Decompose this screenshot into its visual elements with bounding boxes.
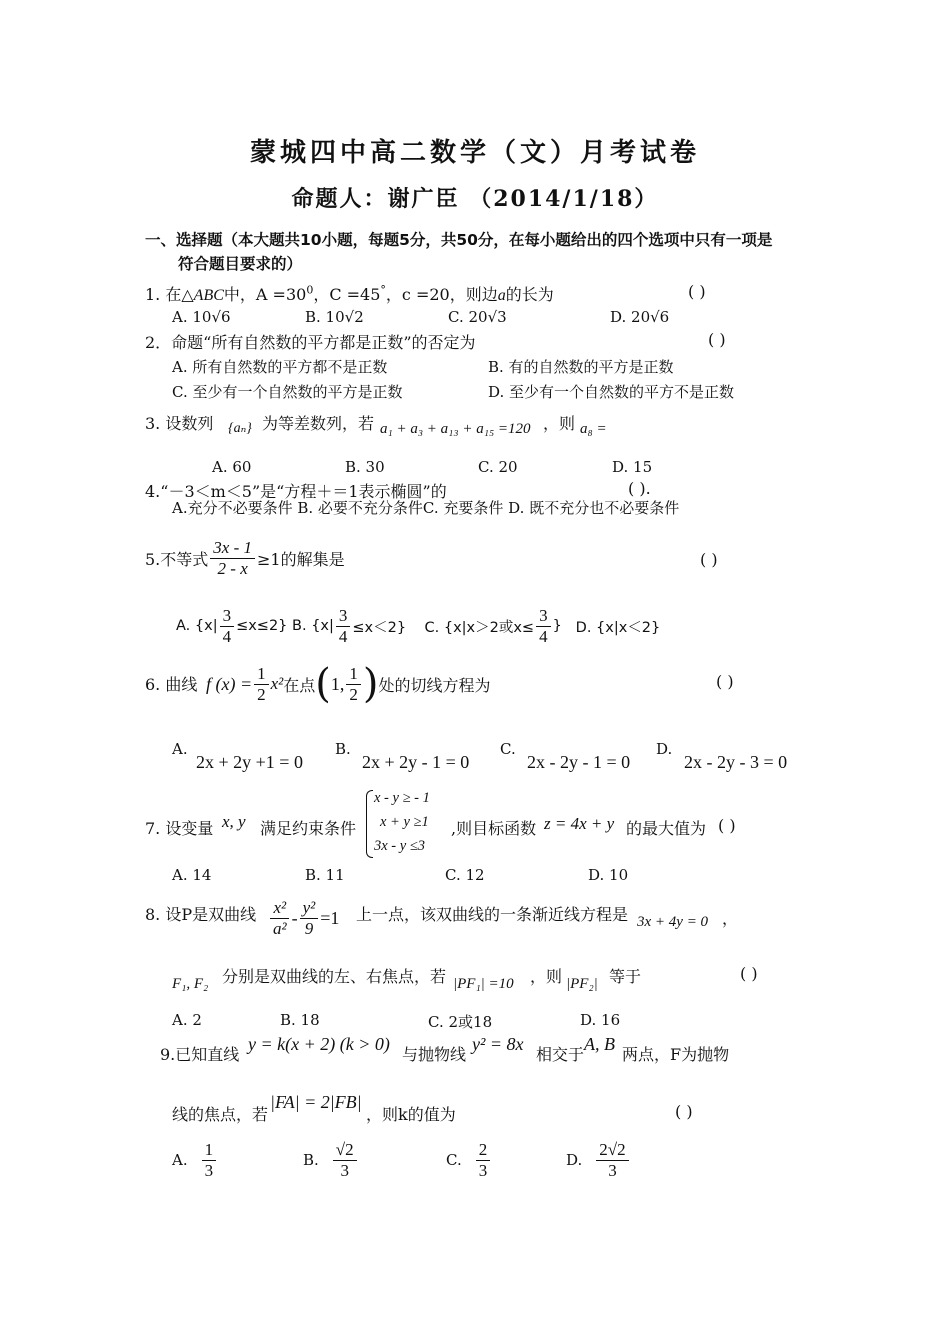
q7-objective: z = 4x + y xyxy=(544,814,615,833)
q8-equals: 等于 xyxy=(609,967,642,986)
q3-a8: a₈ = xyxy=(580,421,607,437)
answer-paren-7: ( ) xyxy=(718,816,736,835)
question-6: 6. 曲线 xyxy=(145,675,198,694)
q6-option-c-label: C. xyxy=(500,740,516,758)
q3-then: ，则 xyxy=(543,414,576,433)
q6-option-d-label: D. xyxy=(656,740,673,758)
question-4: 4.“－3＜m＜5”是“方程＋＝1表示椭圆”的 xyxy=(145,482,447,501)
q5-options: A. {x| $\frac{3}{4}$ ≤x≤2} B. {x| $\frac{3}{4}$ ≤x＜2} C. {x|x＞2或x≤ $\frac{3}{4}$ } D. {x|x＜2} xyxy=(176,606,661,646)
q8-pf1: |PF₁| =10 xyxy=(453,976,514,992)
q6-option-b: 2x + 2y - 1 = 0 xyxy=(362,752,470,772)
question-8: 8. 设P是双曲线 xyxy=(145,905,257,924)
q6-option-b-label: B. xyxy=(335,740,351,758)
q3-option-d: D. 15 xyxy=(612,458,653,476)
q9-text-3: 两点，F为抛物 xyxy=(622,1045,730,1064)
q9-ask: ，则k的值为 xyxy=(366,1105,456,1124)
q2-option-c: C. 至少有一个自然数的平方是正数 xyxy=(172,383,403,401)
q6-option-d: 2x - 2y - 3 = 0 xyxy=(684,752,788,772)
q7-text: 满足约束条件 xyxy=(260,819,357,838)
q8-option-b: B. 18 xyxy=(280,1011,320,1029)
q2-option-b: B. 有的自然数的平方是正数 xyxy=(488,358,674,376)
q1-option-c: C. 20√3 xyxy=(448,308,507,326)
q9-option-c: C. $\frac{2}{3}$ xyxy=(446,1140,492,1180)
q8-text-2: 分别是双曲线的左、右焦点，若 xyxy=(222,967,447,986)
q7-option-a: A. 14 xyxy=(172,866,212,884)
q7-option-b: B. 11 xyxy=(305,866,345,884)
q6-option-a: 2x + 2y +1 = 0 xyxy=(196,752,303,772)
answer-paren-1: ( ) xyxy=(688,282,706,301)
q7-objective-text: ,则目标函数 xyxy=(451,819,537,838)
q7-vars: x, y xyxy=(222,812,246,831)
q9-line-2: 线的焦点，若 xyxy=(172,1105,269,1124)
q8-pf2: |PF₂| xyxy=(566,976,598,992)
q1-option-d: D. 20√6 xyxy=(610,308,670,326)
q1-option-b: B. 10√2 xyxy=(305,308,364,326)
answer-paren-8: ( ) xyxy=(740,964,758,983)
q8-comma: ， xyxy=(722,909,739,928)
q8-text: 上一点，该双曲线的一条渐近线方程是 xyxy=(356,905,629,924)
q7-option-d: D. 10 xyxy=(588,866,629,884)
q7-constraint-2: x + y ≥1 xyxy=(380,814,429,830)
constraint-brace xyxy=(366,790,373,858)
q7-option-c: C. 12 xyxy=(445,866,485,884)
q3-option-b: B. 30 xyxy=(345,458,385,476)
q8-hyperbola: $\frac{\text{x²}}{\text{a²}}$ - $\frac{\text{y²}}{9}$ =1 xyxy=(268,898,339,938)
q8-then: ，则 xyxy=(530,967,563,986)
q5-fraction: $\frac{3x - 1}{2 - x}$ xyxy=(210,538,255,578)
q2-option-d: D. 至少有一个自然数的平方不是正数 xyxy=(488,383,735,401)
q8-option-d: D. 16 xyxy=(580,1011,621,1029)
q3-text: 为等差数列，若 xyxy=(262,414,375,433)
question-1: 1. 在△ABC中，$A =30^0$，C =45°，c =20，则边a的长为 xyxy=(145,283,554,304)
q9-parabola: y² = 8x xyxy=(472,1034,524,1054)
q7-ask: 的最大值为 xyxy=(626,819,707,838)
q9-option-d: D. $\frac{2√2}{3}$ xyxy=(566,1140,631,1180)
answer-paren-5: ( ) xyxy=(700,550,718,569)
q4-options: A.充分不必要条件 B. 必要不充分条件C. 充要条件 D. 既不充分也不必要条件 xyxy=(172,499,680,517)
section-heading: 一、选择题（本大题共10小题，每题5分，共50分，在每小题给出的四个选项中只有一项是 xyxy=(145,231,773,249)
q9-option-b: B. $\frac{√2}{3}$ xyxy=(303,1140,359,1180)
q6-option-a-label: A. xyxy=(172,740,188,758)
q3-option-c: C. 20 xyxy=(478,458,518,476)
question-2: 2．命题“所有自然数的平方都是正数”的否定为 xyxy=(145,333,476,352)
q8-option-c: C. 2或18 xyxy=(428,1013,493,1031)
question-5: 5.不等式 $\frac{3x - 1}{2 - x}$ ≥1的解集是 xyxy=(145,538,345,578)
q9-condition: |FA| = 2|FB| xyxy=(270,1092,362,1112)
q9-text: 与抛物线 xyxy=(402,1045,467,1064)
q9-points: A, B xyxy=(584,1034,615,1054)
question-7: 7. 设变量 xyxy=(145,819,214,838)
q3-option-a: A. 60 xyxy=(212,458,252,476)
answer-paren-9: ( ) xyxy=(675,1102,693,1121)
page-title: 蒙城四中高二数学（文）月考试卷 xyxy=(249,138,700,168)
section-heading-cont: 符合题目要求的） xyxy=(178,255,303,273)
q9-text-2: 相交于 xyxy=(536,1045,585,1064)
author-line: 命题人：谢广臣 （2014/1/18） xyxy=(291,186,659,212)
q3-equation: a₁ + a₃ + a₁₃ + a₁₅ =120 xyxy=(380,421,531,437)
q6-function: f (x) = $\frac{1}{2}$ x² 在点 ( 1, $\frac{1}{2}$ ) 处的切线方程为 xyxy=(206,661,491,708)
q2-option-a: A. 所有自然数的平方都不是正数 xyxy=(172,358,388,376)
answer-paren-6: ( ) xyxy=(716,672,734,691)
q1-option-a: A. 10√6 xyxy=(172,308,231,326)
q7-constraint-1: x - y ≥ - 1 xyxy=(374,790,430,806)
q8-foci: F₁, F₂ xyxy=(172,976,209,992)
question-9: 9.已知直线 xyxy=(160,1045,240,1064)
q9-line: y = k(x + 2) (k > 0) xyxy=(248,1034,390,1054)
question-3: 3. 设数列 xyxy=(145,414,214,433)
q8-option-a: A. 2 xyxy=(172,1011,202,1029)
answer-paren-4: ( ). xyxy=(628,479,651,498)
answer-paren-2: ( ) xyxy=(708,330,726,349)
q9-option-a: A. $\frac{1}{3}$ xyxy=(172,1140,218,1180)
q7-constraint-3: 3x - y ≤3 xyxy=(374,838,426,854)
q8-asymptote: 3x + 4y = 0 xyxy=(637,914,709,930)
q3-sequence: {aₙ} xyxy=(228,421,252,436)
q6-option-c: 2x - 2y - 1 = 0 xyxy=(527,752,631,772)
